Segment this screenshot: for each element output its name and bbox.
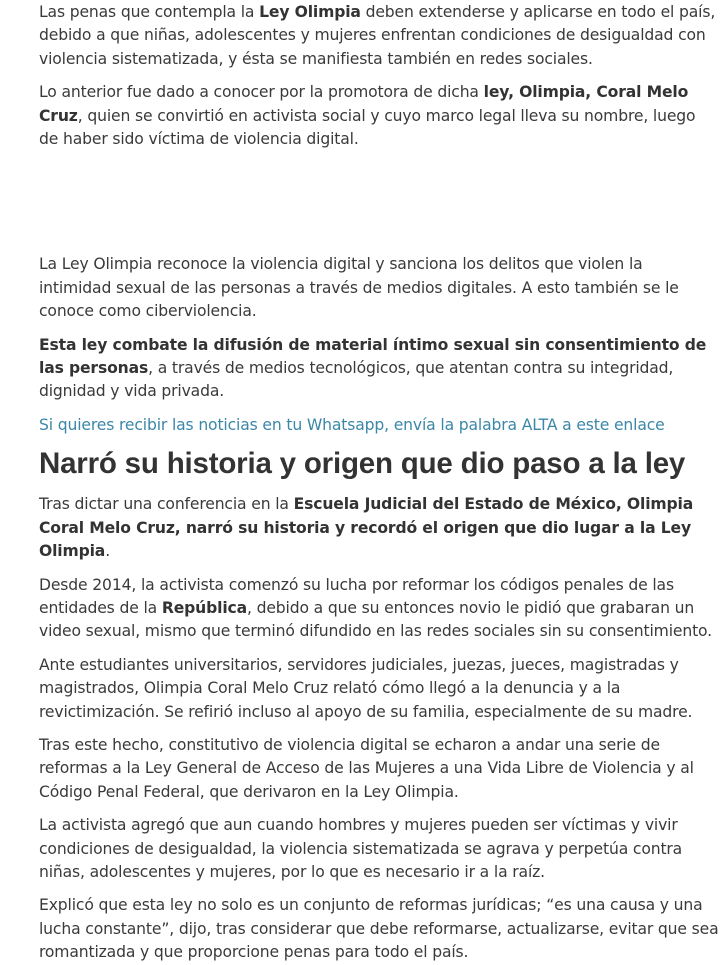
paragraph-explico: Explicó que esta ley no solo es un conjunto de reformas jurídicas; “es una causa y una lucha constante”, dijo, tras considerar que debe reformarse, actualizarse, evitar que sea romantizada y que proporcione penas para todo el país.: [39, 896, 719, 962]
text: Lo anterior fue dado a conocer por la promotora de dicha: [39, 83, 484, 102]
paragraph-whatsapp: [39, 414, 719, 437]
paragraph-promotora: [39, 81, 719, 151]
article-body: [0, 1, 719, 965]
bold-republica: República: [161, 598, 247, 617]
paragraph-desde-2014: [39, 574, 719, 644]
text: Tras dictar una conferencia en la: [39, 495, 294, 514]
ad-space: [39, 161, 719, 253]
text: deben extenderse y aplicarse en todo el país, debido a que niñas, adolescentes y mujeres enfrentan condiciones de desigualdad con violencia sistematizada, y ésta se manifiesta también en redes sociales.: [39, 3, 716, 68]
text: Las penas que contempla la: [39, 3, 260, 21]
whatsapp-link[interactable]: Si quieres recibir las noticias en tu Whatsapp, envía la palabra ALTA a este enlace: [39, 415, 665, 434]
paragraph-reconoce: La Ley Olimpia reconoce la violencia digital y sanciona los delitos que violen la intimidad sexual de las personas a través de medios digitales. A esto también se le conoce como ciberviolencia.: [39, 255, 679, 321]
text: Desde 2014, la activista comenzó su lucha por reformar los códigos penales de las entidades de la: [39, 575, 674, 617]
bold-coral-melo-cruz: ley, Olimpia, Coral Melo Cruz: [39, 83, 689, 125]
section-heading: Narró su historia y origen que dio paso a la ley: [39, 447, 686, 481]
text: , debido a que su entonces novio le pidió que grabaran un video sexual, mismo que terminó difundido en las redes sociales sin su consentimiento.: [39, 598, 712, 641]
paragraph-activista: La activista agregó que aun cuando hombres y mujeres pueden ser víctimas y vivir condiciones de desigualdad, la violencia sistematizada se agrava y perpetúa contra niñas, adolescentes y mujeres, por lo que es necesario ir a la raíz.: [39, 816, 683, 881]
paragraph-intro: [39, 1, 719, 71]
paragraph-reformas: Tras este hecho, constitutivo de violencia digital se echaron a andar una serie de reformas a la Ley General de Acceso de las Mujeres a una Vida Libre de Violencia y al Código Penal Federal, que derivaron en la Ley Olimpia.: [39, 735, 694, 801]
bold-ley-olimpia: Ley Olimpia: [259, 3, 361, 21]
paragraph-combate: [39, 334, 719, 404]
text: , a través de medios tecnológicos, que atentan contra su integridad, dignidad y vida privada.: [39, 359, 674, 401]
bold-escuela-judicial: Escuela Judicial del Estado de México, Olimpia Coral Melo Cruz, narró su historia y recordó el origen que dio lugar a la Ley Olimpia: [39, 495, 694, 561]
bold-combate: Esta ley combate la difusión de material íntimo sexual sin consentimiento de las personas: [39, 335, 707, 378]
paragraph-conferencia: [39, 493, 719, 563]
paragraph-estudiantes: Ante estudiantes universitarios, servidores judiciales, juezas, jueces, magistradas y magistrados, Olimpia Coral Melo Cruz relató cómo llegó a la denuncia y a la revictimización. Se refirió incluso al apoyo de su familia, especialmente de su madre.: [39, 655, 693, 721]
text: .: [105, 542, 110, 561]
text: , quien se convirtió en activista social y cuyo marco legal lleva su nombre, luego de haber sido víctima de violencia digital.: [39, 106, 696, 149]
